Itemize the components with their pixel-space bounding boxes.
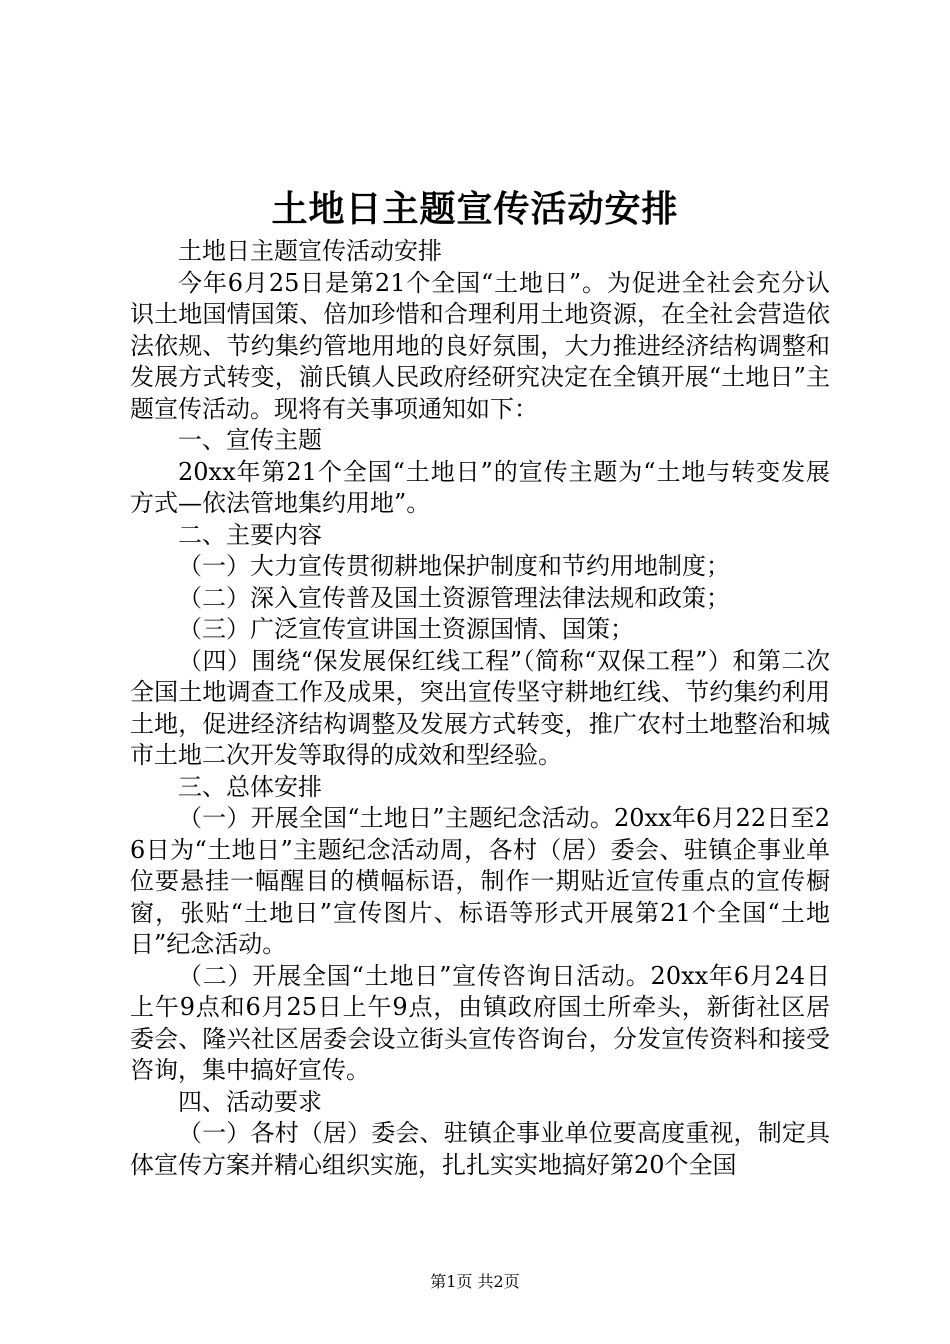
content-item-1: （一）大力宣传贯彻耕地保护制度和节约用地制度； [178, 552, 730, 580]
arrangement-item-1: （一）开展全国“土地日”主题纪念活动。20xx年6月22日至26日为“土地日”主题纪念活动周，各村（居）委会、驻镇企事业单位要悬挂一幅醒目的横幅标语，制作一期贴近宣传重点的宣传橱窗，张贴“土地日”宣传图片、标语等形式开展第21个全国“土地日”纪念活动。 [130, 804, 830, 958]
content-item-4: （四）围绕“保发展保红线工程”（简称“双保工程”）和第二次全国土地调查工作及成果，突出宣传坚守耕地红线、节约集约利用土地，促进经济结构调整及发展方式转变，推广农村土地整治和城市土地二次开发等取得的成效和型经验。 [130, 646, 830, 769]
paragraph-subtitle: 土地日主题宣传活动安排 [178, 237, 442, 265]
section-heading-theme: 一、宣传主题 [178, 426, 322, 454]
document-body [130, 236, 830, 1181]
section-heading-content: 二、主要内容 [178, 520, 322, 549]
requirement-item-1: （一）各村（居）委会、驻镇企事业单位要高度重视，制定具体宣传方案并精心组织实施，扎扎实实地搞好第20个全国 [130, 1119, 830, 1179]
paragraph-intro: 今年6月25日是第21个全国“土地日”。为促进全社会充分认识土地国情国策、倍加珍惜和合理利用土地资源，在全社会营造依法依规、节约集约管地用地的良好氛围，大力推进经济结构调整和发展方式转变，湔氏镇人民政府经研究决定在全镇开展“土地日”主题宣传活动。现将有关事项通知如下： [130, 268, 830, 423]
paragraph-theme: 20xx年第21个全国“土地日”的宣传主题为“土地与转变发展方式—依法管地集约用地”。 [130, 457, 830, 517]
page-number: 第1页 共2页 [430, 1272, 520, 1291]
section-heading-arrangement: 三、总体安排 [178, 772, 322, 801]
document-title: 土地日主题宣传活动安排 [271, 188, 679, 230]
content-item-3: （三）广泛宣传宣讲国土资源国情、国策； [178, 615, 634, 643]
section-heading-requirements: 四、活动要求 [178, 1087, 322, 1116]
content-item-2: （二）深入宣传普及国土资源管理法律法规和政策； [178, 583, 730, 612]
arrangement-item-2: （二）开展全国“土地日”宣传咨询日活动。20xx年6月24日上午9点和6月25日上午9点，由镇政府国土所牵头，新街社区居委会、隆兴社区居委会设立街头宣传咨询台，分发宣传资料和接受咨询，集中搞好宣传。 [130, 961, 830, 1084]
